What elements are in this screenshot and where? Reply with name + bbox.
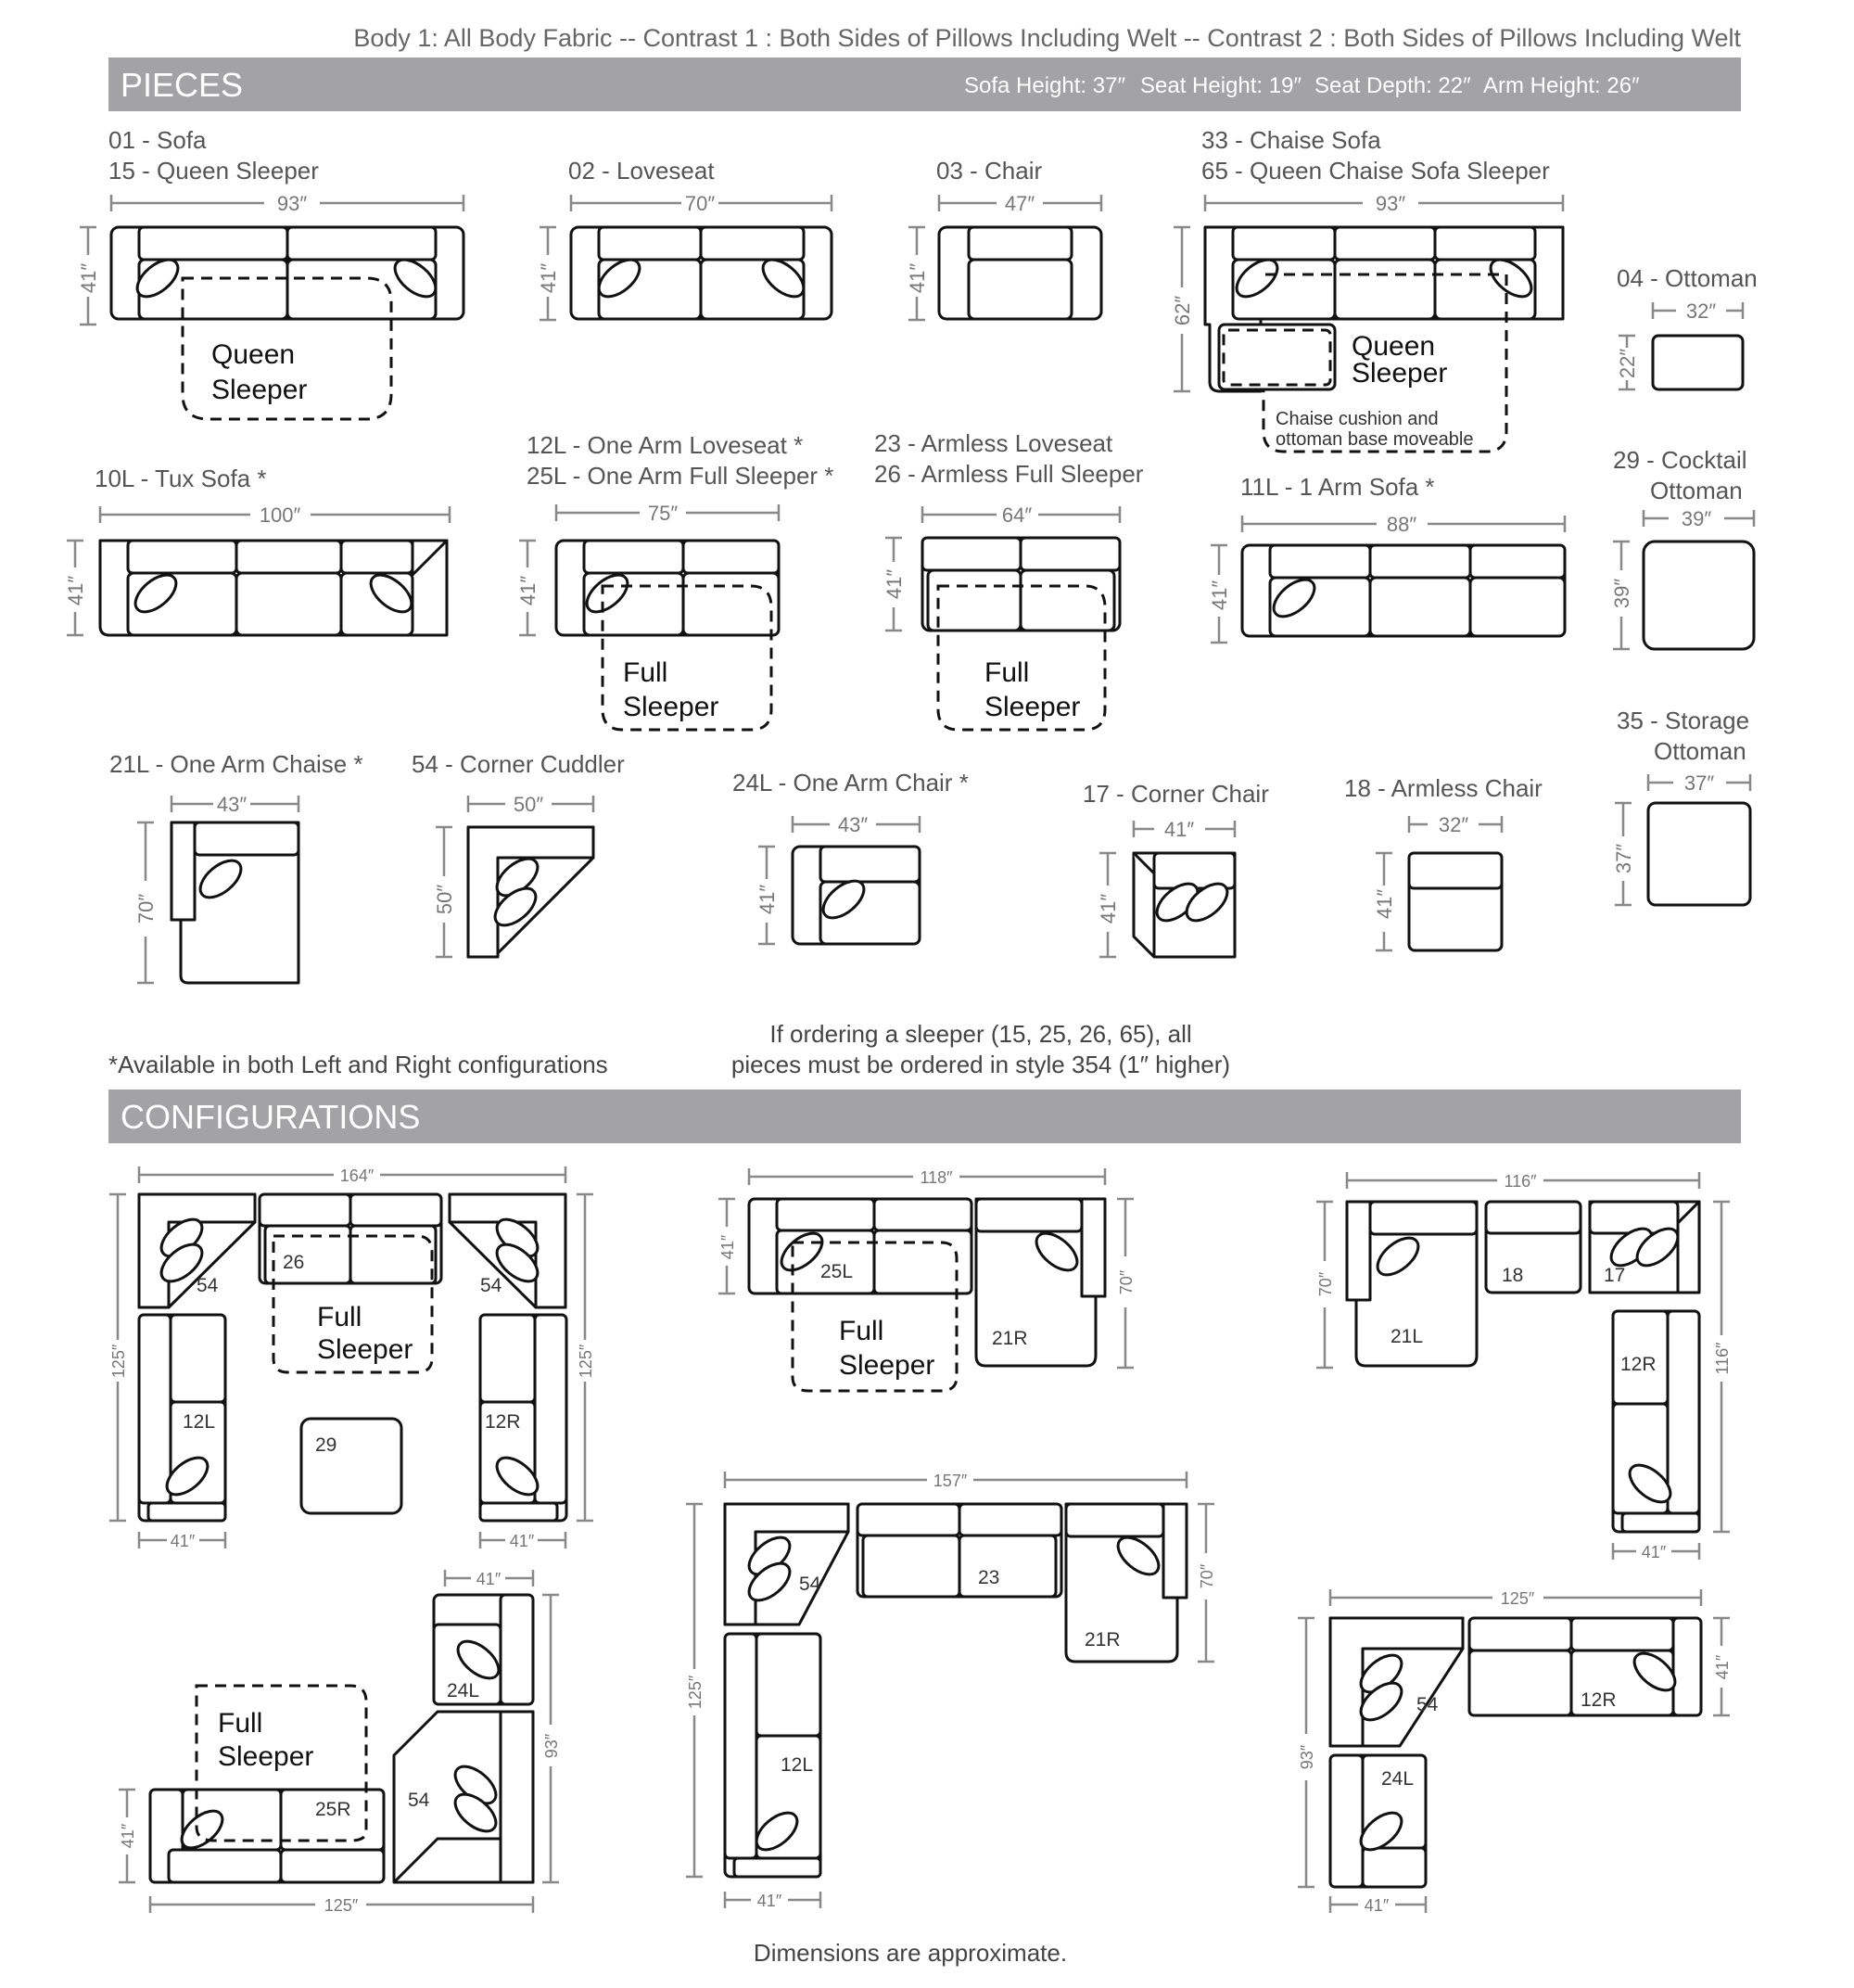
piece-chaise-sofa [1171, 126, 1563, 452]
depth-dim: 93″ [1298, 1744, 1316, 1770]
width-dim: 100″ [259, 503, 301, 527]
piece-label: 35 - Storage [1617, 707, 1750, 734]
sofa-height: Sofa Height: 37″ [964, 73, 1125, 98]
piece-label: 02 - Loveseat [568, 157, 715, 185]
width-dim: 50″ [513, 793, 544, 816]
configurations-title: CONFIGURATIONS [121, 1098, 421, 1136]
seat-height: Seat Height: 19″ [1140, 73, 1302, 98]
depth-dim: 70″ [1316, 1271, 1335, 1297]
sleeper-label: Queen [1352, 331, 1436, 362]
piece-number: 25R [315, 1799, 351, 1820]
depth-dim: 41″ [64, 575, 87, 606]
sleeper-label: Queen [211, 339, 296, 370]
config-3 [1316, 1172, 1732, 1561]
depth-dim: 125″ [109, 1344, 128, 1379]
sleeper-label: Full [839, 1316, 884, 1346]
width-dim: 70″ [684, 192, 716, 215]
width-dim: 43″ [216, 793, 248, 816]
piece-label: 17 - Corner Chair [1083, 780, 1269, 808]
depth-dim: 41″ [537, 262, 560, 294]
width-dim: 41″ [1163, 818, 1195, 841]
sleeper-note: pieces must be ordered in style 354 (1″ higher) [730, 1051, 1231, 1078]
depth-dim: 125″ [686, 1675, 705, 1710]
piece-label: 01 - Sofa [108, 126, 207, 154]
piece-number: 24L [1381, 1768, 1415, 1790]
config-2 [718, 1168, 1136, 1391]
width-dim: 41″ [756, 1892, 782, 1910]
depth-dim: 41″ [906, 262, 929, 294]
piece-number: 29 [315, 1434, 337, 1456]
width-dim: 41″ [170, 1532, 196, 1550]
width-dim: 93″ [276, 192, 308, 215]
depth-dim: 70″ [134, 893, 158, 924]
width-dim: 125″ [1500, 1589, 1535, 1608]
piece-label: 29 - Cocktail [1613, 446, 1747, 474]
piece-number: 12R [485, 1411, 521, 1433]
sleeper-label: Sleeper [317, 1334, 413, 1365]
sleeper-label: Sleeper [839, 1350, 935, 1381]
depth-dim: 125″ [577, 1344, 595, 1379]
depth-dim: 22″ [1616, 348, 1639, 379]
width-dim: 164″ [339, 1166, 375, 1185]
piece-number: 21R [1085, 1629, 1121, 1650]
width-dim: 39″ [1681, 507, 1712, 530]
piece-number: 54 [1416, 1694, 1439, 1715]
depth-dim: 93″ [542, 1733, 561, 1759]
width-dim: 43″ [837, 813, 869, 836]
depth-dim: 41″ [883, 568, 906, 600]
width-dim: 41″ [1364, 1896, 1390, 1915]
sleeper-label: Full [317, 1302, 362, 1332]
depth-dim: 41″ [718, 1234, 737, 1260]
piece-label: 23 - Armless Loveseat [874, 429, 1113, 457]
piece-corner-cuddler [412, 750, 625, 957]
piece-number: 54 [480, 1275, 502, 1296]
depth-dim: 41″ [77, 262, 100, 294]
configurations-header [108, 1090, 1741, 1143]
piece-number: 21L [1390, 1326, 1424, 1347]
sleeper-label: Sleeper [211, 375, 308, 405]
depth-dim: 116″ [1713, 1342, 1732, 1375]
width-dim: 157″ [933, 1472, 968, 1490]
piece-loveseat [537, 157, 832, 320]
pieces-header [108, 57, 1741, 111]
depth-dim: 41″ [1097, 893, 1120, 924]
piece-one-arm-loveseat [516, 431, 833, 730]
depth-dim: 41″ [756, 884, 779, 915]
depth-dim: 39″ [1610, 578, 1633, 609]
piece-tux-sofa [64, 465, 450, 635]
piece-chair [906, 157, 1101, 320]
piece-number: 24L [447, 1680, 480, 1701]
piece-label: 18 - Armless Chair [1344, 774, 1543, 802]
depth-dim: 41″ [1208, 580, 1231, 611]
piece-label: 25L - One Arm Full Sleeper * [527, 462, 834, 490]
sleeper-label: Sleeper [1352, 358, 1448, 389]
width-dim: 64″ [1001, 503, 1033, 527]
footer-note: Dimensions are approximate. [753, 1939, 1068, 1967]
chaise-note: Chaise cushion and [1276, 409, 1439, 429]
sleeper-label: Sleeper [623, 692, 719, 722]
piece-number: 12L [183, 1411, 216, 1433]
depth-dim: 70″ [1198, 1563, 1216, 1589]
sleeper-label: Full [984, 657, 1030, 688]
piece-number: 17 [1604, 1265, 1626, 1286]
piece-number: 54 [408, 1790, 430, 1811]
depth-dim: 62″ [1171, 295, 1194, 326]
piece-number: 18 [1502, 1265, 1524, 1286]
piece-label: 15 - Queen Sleeper [108, 157, 319, 185]
width-dim: 37″ [1683, 771, 1715, 795]
width-dim: 47″ [1004, 192, 1035, 215]
piece-one-arm-sofa [1208, 473, 1565, 643]
piece-one-arm-chaise [109, 750, 363, 983]
width-dim: 116″ [1504, 1172, 1537, 1191]
piece-label: 26 - Armless Full Sleeper [874, 460, 1144, 488]
piece-label: 24L - One Arm Chair * [732, 769, 969, 796]
depth-dim: 50″ [433, 884, 456, 915]
config-4 [119, 1570, 561, 1915]
width-dim: 41″ [476, 1570, 502, 1588]
sleeper-label: Sleeper [984, 692, 1081, 722]
piece-sofa [77, 126, 464, 419]
piece-number: 25L [820, 1261, 854, 1282]
seat-depth: Seat Depth: 22″ [1314, 73, 1471, 98]
depth-dim: 41″ [516, 575, 540, 606]
piece-label: Ottoman [1650, 477, 1743, 504]
depth-dim: 41″ [1713, 1654, 1732, 1680]
config-1 [109, 1166, 595, 1550]
config-5 [686, 1472, 1216, 1910]
width-dim: 125″ [324, 1896, 359, 1915]
piece-label: Ottoman [1654, 737, 1746, 765]
piece-label: 10L - Tux Sofa * [95, 465, 267, 492]
sleeper-label: Full [218, 1708, 263, 1739]
piece-label: 21L - One Arm Chaise * [109, 750, 363, 778]
piece-label: 65 - Queen Chaise Sofa Sleeper [1201, 157, 1550, 185]
piece-cocktail-ottoman [1610, 446, 1754, 649]
piece-number: 54 [799, 1574, 821, 1595]
depth-dim: 70″ [1117, 1269, 1136, 1295]
width-dim: 41″ [1641, 1543, 1667, 1561]
piece-corner-chair [1083, 780, 1269, 957]
width-dim: 75″ [647, 502, 679, 525]
piece-storage-ottoman [1612, 707, 1750, 905]
piece-label: 33 - Chaise Sofa [1201, 126, 1381, 154]
piece-armless-chair [1344, 774, 1543, 950]
depth-dim: 41″ [119, 1823, 137, 1849]
pieces-title: PIECES [121, 66, 244, 104]
piece-label: 54 - Corner Cuddler [412, 750, 625, 778]
piece-number: 26 [283, 1252, 305, 1273]
sleeper-note: If ordering a sleeper (15, 25, 26, 65), all [769, 1020, 1192, 1048]
config-6 [1298, 1589, 1732, 1915]
piece-number: 54 [197, 1275, 219, 1296]
sleeper-label: Sleeper [218, 1741, 314, 1772]
arm-height: Arm Height: 26″ [1483, 73, 1640, 98]
width-dim: 118″ [920, 1168, 953, 1187]
piece-ottoman [1616, 264, 1758, 389]
depth-dim: 41″ [1373, 888, 1396, 920]
width-dim: 93″ [1375, 192, 1406, 215]
depth-dim: 37″ [1612, 843, 1635, 874]
lr-note: *Available in both Left and Right configurations [108, 1051, 608, 1078]
piece-one-arm-chair [732, 769, 969, 944]
piece-number: 21R [992, 1328, 1028, 1349]
fabric-note: Body 1: All Body Fabric -- Contrast 1 : Both Sides of Pillows Including Welt -- Contrast 2 : Both Sides of Pillows Including Welt [353, 24, 1741, 52]
piece-number: 12R [1620, 1354, 1657, 1375]
piece-number: 23 [978, 1567, 1000, 1588]
chaise-note: ottoman base moveable [1276, 429, 1474, 450]
piece-label: 04 - Ottoman [1617, 264, 1758, 292]
piece-number: 12L [781, 1754, 814, 1776]
width-dim: 32″ [1685, 299, 1717, 323]
piece-label: 11L - 1 Arm Sofa * [1240, 473, 1435, 501]
piece-armless-loveseat [874, 429, 1144, 730]
piece-label: 03 - Chair [936, 157, 1043, 185]
width-dim: 41″ [509, 1532, 535, 1550]
width-dim: 88″ [1386, 513, 1417, 536]
sleeper-label: Full [623, 657, 668, 688]
piece-label: 12L - One Arm Loveseat * [527, 431, 804, 459]
piece-number: 12R [1581, 1689, 1617, 1711]
width-dim: 32″ [1438, 813, 1469, 836]
